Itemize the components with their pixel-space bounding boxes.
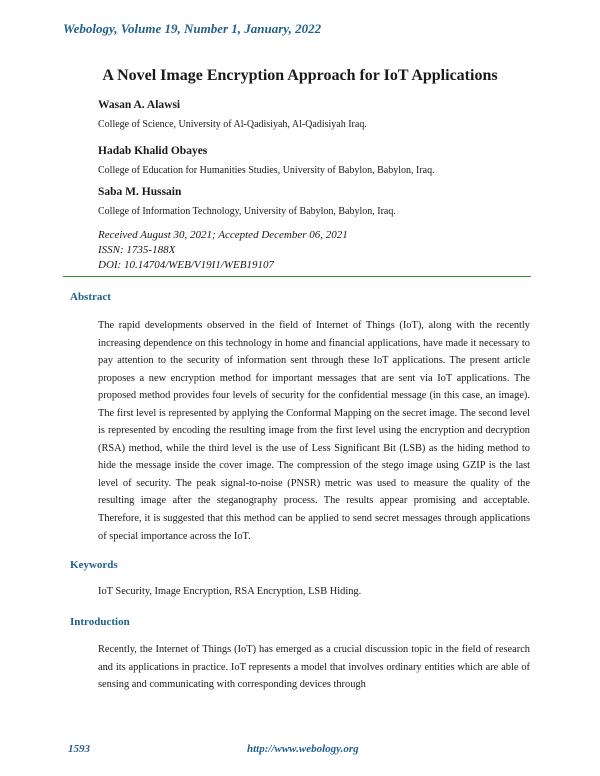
abstract-heading: Abstract <box>70 291 111 303</box>
issn: ISSN: 1735-188X <box>98 244 176 256</box>
page-number: 1593 <box>68 743 90 755</box>
paper-title: A Novel Image Encryption Approach for IoT Applications <box>102 67 498 84</box>
journal-header: Webology, Volume 19, Number 1, January, 2022 <box>63 21 322 36</box>
author-affiliation: College of Education for Humanities Studies, University of Babylon, Babylon, Iraq. <box>98 165 435 176</box>
author-affiliation: College of Information Technology, University of Babylon, Babylon, Iraq. <box>98 206 396 217</box>
received-dates: Received August 30, 2021; Accepted December 06, 2021 <box>98 229 348 241</box>
introduction-heading: Introduction <box>70 616 130 628</box>
header-divider <box>63 276 531 277</box>
author-name: Hadab Khalid Obayes <box>98 145 208 157</box>
journal-url-link[interactable]: http://www.webology.org <box>247 743 359 755</box>
keywords-heading: Keywords <box>70 559 118 571</box>
author-name: Wasan A. Alawsi <box>98 99 181 111</box>
author-name: Saba M. Hussain <box>98 186 182 198</box>
doi: DOI: 10.14704/WEB/V19I1/WEB19107 <box>98 259 274 271</box>
introduction-text: Recently, the Internet of Things (IoT) has emerged as a crucial discussion topic in the field of research and its applications in practice. IoT represents a model that involves ordinary entities which are able of sensing and communicating with corresponding devices through <box>98 644 530 691</box>
abstract-text: The rapid developments observed in the field of Internet of Things (IoT), along with the recently increasing dependence on this technology in home and financial applications, have made it necessary to pay attention to the security of information sent through these IoT applications. The present article proposes a new encryption method for important messages that are sent via IoT applications. The proposed method provides four levels of security for the confidential message (in this case, an image). The first level is represented by applying the Conformal Mapping on the secret image. The second level is represented by encoding the resulting image from the first level using the encryption and decryption (RSA) method, while the third level is the use of Less Significant Bit (LSB) as the hiding method to hide the message inside the cover image. The compression of the stego image using GZIP is the last level of security. The peak signal-to-noise (PNSR) metric was used to measure the quality of the resulting image after the steganography process. The results appear promising and acceptable. Therefore, it is suggested that this method can be applied to send secret messages through applications of special importance across the IoT. <box>98 320 530 542</box>
author-affiliation: College of Science, University of Al-Qadisiyah, Al-Qadisiyah Iraq. <box>98 119 367 130</box>
keywords-text: IoT Security, Image Encryption, RSA Encryption, LSB Hiding. <box>98 586 362 597</box>
